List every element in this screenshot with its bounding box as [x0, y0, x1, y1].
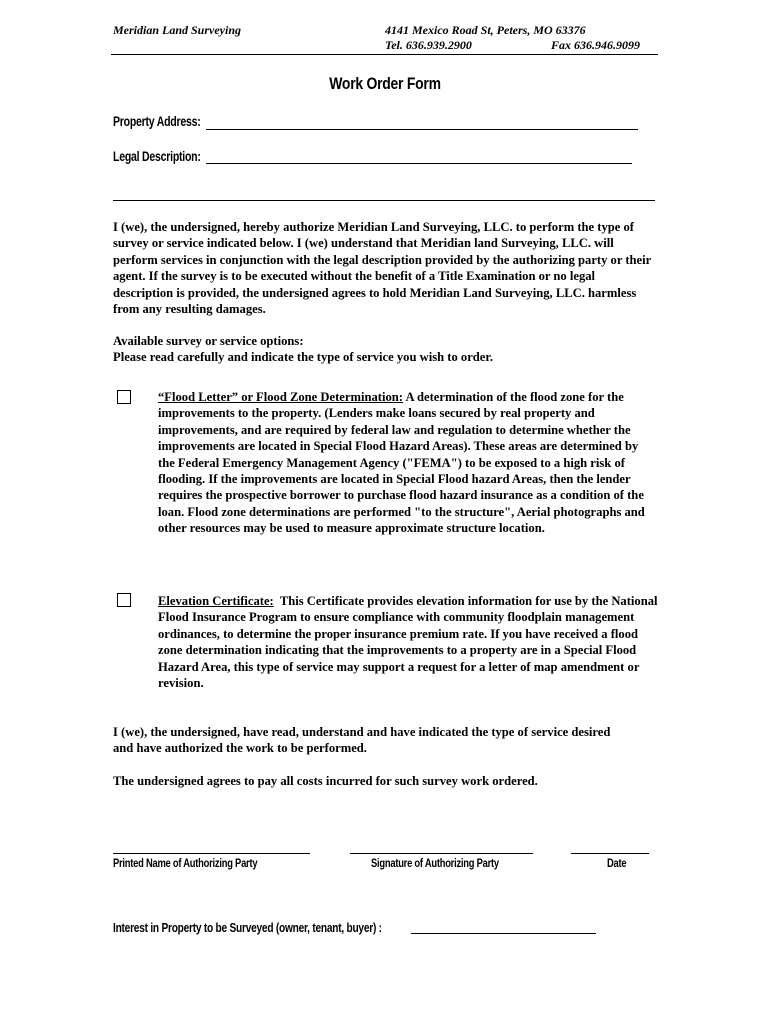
signature-label: Signature of Authorizing Party: [371, 856, 499, 870]
printed-name-field[interactable]: [113, 853, 310, 854]
elevation-certificate-option: [158, 593, 658, 691]
company-name: Meridian Land Surveying: [113, 23, 242, 37]
flood-letter-title: “Flood Letter” or Flood Zone Determination:: [158, 390, 403, 404]
elevation-certificate-checkbox[interactable]: [117, 593, 131, 607]
date-label: Date: [607, 856, 627, 870]
options-intro-line2: Please read carefully and indicate the type of service you wish to order.: [113, 350, 493, 364]
signature-field[interactable]: [350, 853, 533, 854]
legal-description-field-2[interactable]: [113, 200, 655, 201]
flood-letter-option: [158, 389, 658, 537]
interest-in-property-field[interactable]: [411, 933, 596, 934]
form-title: Work Order Form: [329, 74, 441, 93]
legal-description-label: Legal Description:: [113, 149, 201, 164]
property-address-field[interactable]: [206, 129, 638, 130]
authorization-paragraph: I (we), the undersigned, hereby authorize Meridian Land Surveying, LLC. to perform the type of survey or service indicated below. I (we) understand that Meridian land Surveying, LLC. will perform services in conjunction with the legal description provided by the authorizing party or their agent. If the survey is to be executed without the benefit of a Title Examination or no legal description is provided, the undersigned agrees to hold Meridian Land Surveying, LLC. harmless from any resulting damages.: [113, 220, 652, 317]
legal-description-field[interactable]: [206, 163, 632, 164]
payment-agreement-paragraph: The undersigned agrees to pay all costs incurred for such survey work ordered.: [113, 774, 538, 788]
elevation-certificate-description: This Certificate provides elevation information for use by the National Flood Insurance Program to ensure compliance with community floodplain management ordinances, to determine the proper insurance premium rate. If you have received a flood zone determination indicating that the improvements to a property are in a Special Flood Hazard Area, this type of service may support a request for a letter of map amendment or revision.: [158, 594, 658, 691]
options-intro-line1: Available survey or service options:: [113, 334, 304, 348]
acknowledgement-paragraph: I (we), the undersigned, have read, understand and have indicated the type of service desired and have authorized the work to be performed.: [113, 725, 611, 756]
company-address: 4141 Mexico Road St, Peters, MO 63376: [385, 23, 586, 37]
company-phone: Tel. 636.939.2900: [385, 38, 472, 52]
property-address-label: Property Address:: [113, 114, 201, 129]
flood-letter-checkbox[interactable]: [117, 390, 131, 404]
date-field[interactable]: [571, 853, 649, 854]
company-fax: Fax 636.946.9099: [551, 38, 641, 52]
interest-in-property-label: Interest in Property to be Surveyed (owner, tenant, buyer) :: [113, 920, 382, 935]
printed-name-label: Printed Name of Authorizing Party: [113, 856, 258, 870]
elevation-certificate-title: Elevation Certificate:: [158, 594, 274, 608]
flood-letter-description: A determination of the flood zone for the improvements to the property. (Lenders make loans secured by real property and improvements, and are required by federal law and regulation to determine whether the improvements are located in Special Flood Hazard Areas). These areas are determined by the Federal Emergency Management Agency ("FEMA") to be exposed to a high risk of flooding. If the improvements are located in Special Flood hazard Areas, then the lender requires the prospective borrower to purchase flood hazard insurance as a condition of the loan. Flood zone determinations are performed "to the structure", Aerial photographs and other resources may be used to measure approximate structure location.: [158, 390, 645, 536]
header-divider: [111, 54, 658, 55]
